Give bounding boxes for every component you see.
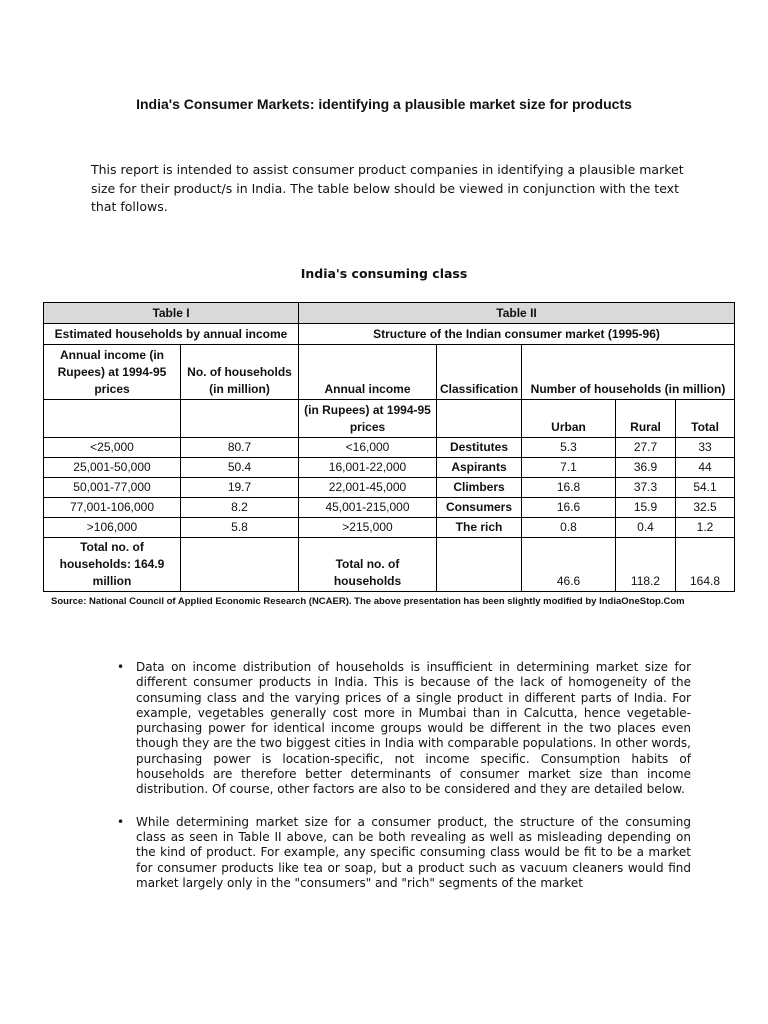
table-row	[44, 478, 735, 498]
cell-rural: 37.3	[616, 478, 676, 498]
cell-income-2: <16,000	[299, 438, 437, 458]
col-header-classification: Classification	[437, 345, 522, 400]
table1-header: Table I	[44, 303, 299, 324]
cell-rural: 15.9	[616, 498, 676, 518]
cell-total: 33	[676, 438, 735, 458]
table-row	[44, 458, 735, 478]
cell-income-2: 22,001-45,000	[299, 478, 437, 498]
cell-income-1: 77,001-106,000	[44, 498, 181, 518]
cell-households: 5.8	[181, 518, 299, 538]
cell-rural: 36.9	[616, 458, 676, 478]
cell-income-1: <25,000	[44, 438, 181, 458]
total-households-left: Total no. of households: 164.9 million	[44, 538, 181, 592]
cell-households: 80.7	[181, 438, 299, 458]
cell-households: 19.7	[181, 478, 299, 498]
table-total-row	[44, 538, 735, 592]
intro-paragraph: This report is intended to assist consumer product companies in identifying a plausible market size for their product/s in India. The table below should be viewed in conjunction with the text that follows.	[91, 162, 684, 214]
bullet-list	[117, 660, 691, 908]
cell-total: 54.1	[676, 478, 735, 498]
bullet-text: Data on income distribution of households is insufficient in determining market size for different consumer products in India. This is because of the lack of homogeneity of the consuming class and the varying prices of a single product in different parts of India. For example, vegetables generally cost more in Mumbai than in Calcutta, hence vegetable-purchasing power for identical income groups would be different in the two places even though they are the two biggest cities in India with comparable populations. In other words, purchasing power is location-specific, not income specific. Consumption habits of households are therefore better determinants of consumer market size than income distribution. Of course, other factors are also to be considered and they are detailed below.	[136, 660, 691, 797]
table-row	[44, 498, 735, 518]
table2-header: Table II	[299, 303, 735, 324]
table2-subtitle: Structure of the Indian consumer market (1995-96)	[299, 324, 735, 345]
table1-subtitle: Estimated households by annual income	[44, 324, 299, 345]
cell-urban: 7.1	[522, 458, 616, 478]
bullet-icon: •	[117, 660, 125, 674]
total-urban: 46.6	[522, 538, 616, 592]
cell-classification: Consumers	[437, 498, 522, 518]
cell-urban: 0.8	[522, 518, 616, 538]
blank-cell	[437, 538, 522, 592]
blank-cell	[437, 400, 522, 438]
cell-classification: The rich	[437, 518, 522, 538]
col-header-urban: Urban	[522, 400, 616, 438]
blank-cell	[181, 538, 299, 592]
col-header-rural: Rural	[616, 400, 676, 438]
document-title: India's Consumer Markets: identifying a plausible market size for products	[136, 96, 632, 112]
cell-income-2: 16,001-22,000	[299, 458, 437, 478]
col-header-total: Total	[676, 400, 735, 438]
cell-households: 50.4	[181, 458, 299, 478]
cell-income-2: 45,001-215,000	[299, 498, 437, 518]
cell-urban: 16.8	[522, 478, 616, 498]
cell-classification: Climbers	[437, 478, 522, 498]
cell-total: 32.5	[676, 498, 735, 518]
blank-cell	[181, 400, 299, 438]
col-header-income-2: Annual income	[299, 345, 437, 400]
total-total: 164.8	[676, 538, 735, 592]
col-header-number: Number of households (in million)	[522, 345, 735, 400]
cell-classification: Aspirants	[437, 458, 522, 478]
cell-income-1: 50,001-77,000	[44, 478, 181, 498]
bullet-icon: •	[117, 814, 125, 829]
table-caption: India's consuming class	[300, 266, 468, 281]
source-note: Source: National Council of Applied Economic Research (NCAER). The above presentation has been slightly modified by IndiaOneStop.Com	[51, 596, 685, 607]
cell-households: 8.2	[181, 498, 299, 518]
cell-total: 44	[676, 458, 735, 478]
total-households-mid: Total no. of households	[299, 538, 437, 592]
table-row	[44, 438, 735, 458]
cell-urban: 16.6	[522, 498, 616, 518]
cell-classification: Destitutes	[437, 438, 522, 458]
col-header-income-1: Annual income (in Rupees) at 1994-95 prices	[44, 345, 181, 400]
cell-rural: 0.4	[616, 518, 676, 538]
table-row	[44, 518, 735, 538]
list-item	[117, 815, 691, 891]
cell-income-2: >215,000	[299, 518, 437, 538]
bullet-text: While determining market size for a consumer product, the structure of the consuming class as seen in Table II above, can be both revealing as well as misleading depending on the kind of product. For example, any specific consuming class would be fit to be a market for consumer products like tea or soap, but a product such as vacuum cleaners would find market largely only in the "consumers" and "rich" segments of the market	[136, 814, 691, 890]
cell-total: 1.2	[676, 518, 735, 538]
col-header-households: No. of households (in million)	[181, 345, 299, 400]
consuming-class-table	[43, 302, 735, 592]
cell-urban: 5.3	[522, 438, 616, 458]
total-rural: 118.2	[616, 538, 676, 592]
cell-income-1: >106,000	[44, 518, 181, 538]
cell-income-1: 25,001-50,000	[44, 458, 181, 478]
blank-cell	[44, 400, 181, 438]
col-units-income-2: (in Rupees) at 1994-95 prices	[299, 400, 437, 438]
list-item	[117, 660, 691, 798]
cell-rural: 27.7	[616, 438, 676, 458]
